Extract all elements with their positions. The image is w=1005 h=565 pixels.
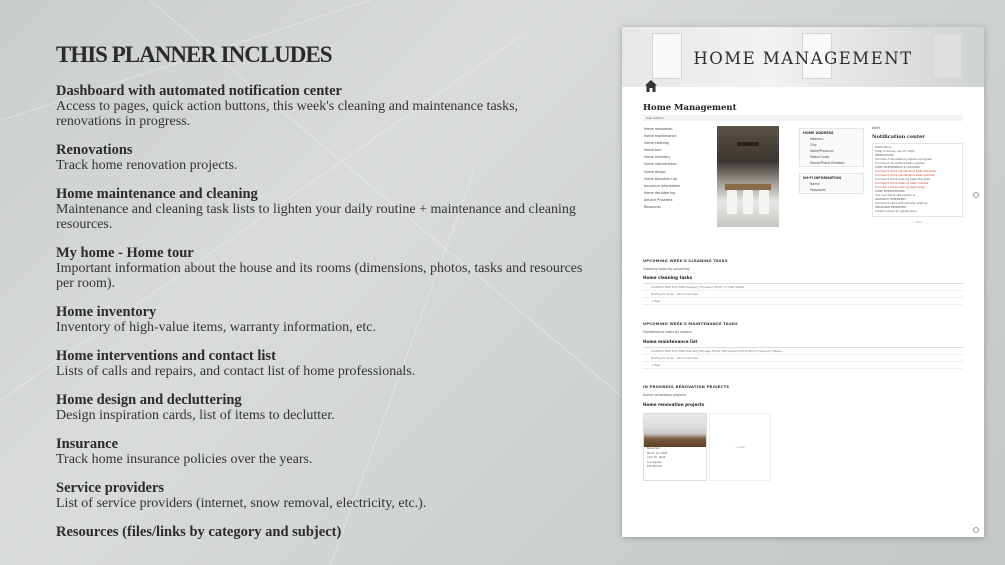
- feature-description: Track home insurance policies over the years.: [56, 452, 313, 467]
- notification-line: You have 0 home maintenance tasks overdue: [875, 174, 935, 177]
- nav-link[interactable]: Home decluttering: [644, 190, 675, 195]
- notification-line: You have 0 home cleaning tasks this week: [875, 178, 930, 181]
- feature-item: [56, 84, 586, 129]
- table-header-row: Aa Name Next Due Date Category Frequency Room or Area Status: [643, 284, 963, 291]
- renovation-project-card[interactable]: [643, 413, 707, 481]
- navigation-links: [644, 126, 712, 211]
- feature-item: [56, 481, 586, 511]
- wifi-row: Name:: [810, 182, 821, 186]
- nav-link[interactable]: Home Declutter List: [644, 176, 677, 181]
- feature-description: Design inspiration cards, list of items to declutter.: [56, 408, 335, 423]
- notification-line: HOME MAINTENANCE & CLEANING: [875, 166, 920, 169]
- maintenance-view-label[interactable]: Maintenance tasks by season: [643, 330, 692, 334]
- notification-line: You have 0 renovations tasks overdue: [875, 162, 925, 165]
- cleaning-view-label[interactable]: Cleaning tasks by upcoming: [643, 267, 690, 271]
- notification-line: HOME INTERVENTIONS: [875, 190, 905, 193]
- maintenance-database-title[interactable]: Home maintenance list: [643, 339, 698, 344]
- wifi-card: [799, 173, 864, 194]
- feature-description: Maintenance and cleaning task lists to lighten your daily routine + maintenance and cleaning resources.: [56, 202, 576, 232]
- project-card-line: $10,000.00: [647, 465, 662, 468]
- notification-line: You have 0 home maintenance tasks this week: [875, 170, 936, 173]
- renovation-database-title[interactable]: Home renovation projects: [643, 402, 705, 407]
- address-row: Home Phone Number:: [810, 161, 846, 165]
- table-empty-row: Nothing to show · Add a new task: [643, 291, 963, 298]
- notification-line: Your next home intervention is: [875, 194, 915, 197]
- feature-title: Dashboard with automated notification center: [56, 83, 342, 99]
- nav-link[interactable]: Home inventory: [644, 155, 671, 160]
- address-row: City:: [810, 143, 818, 147]
- feature-title: Resources (files/links by category and subject): [56, 524, 342, 540]
- renovation-section-title: IN PROGRESS RENOVATION PROJECTS: [643, 384, 730, 389]
- notification-line: You have 1 home cleaning tasks today: [875, 186, 925, 189]
- features-list: [56, 84, 586, 540]
- feature-item: [56, 437, 586, 467]
- feature-item: [56, 246, 586, 291]
- notification-center: [872, 126, 963, 241]
- dining-room-photo: [717, 126, 779, 227]
- nav-link[interactable]: Service Providers: [644, 197, 673, 202]
- feature-description: Lists of calls and repairs, and contact list of home professionals.: [56, 364, 416, 379]
- nav-link[interactable]: Home maintenance: [644, 134, 677, 139]
- page-title: Home Management: [643, 103, 737, 113]
- notification-line: Notifications: [875, 146, 892, 149]
- notification-line: You have 0 items with warranty expiring: [875, 202, 928, 205]
- feature-item: [56, 393, 586, 423]
- notification-line: Today is Sunday, Apr 07, 2024: [875, 150, 915, 153]
- address-row: Address:: [810, 137, 824, 141]
- project-card-line: Basement: [647, 447, 661, 450]
- nav-link[interactable]: Home renovation: [644, 127, 673, 131]
- cleaning-table: [643, 283, 963, 305]
- feature-description: Important information about the house and its rooms (dimensions, photos, tasks and resources per room).: [56, 261, 583, 291]
- cleaning-database-title[interactable]: Home cleaning tasks: [643, 275, 693, 280]
- notification-center-title: Notification center: [872, 134, 925, 140]
- banner-image: [622, 27, 984, 87]
- nav-link[interactable]: Home cleaning: [644, 141, 669, 146]
- feature-item: [56, 143, 586, 173]
- feature-description: Track home renovation projects.: [56, 158, 238, 173]
- feature-title: Service providers: [56, 480, 165, 496]
- feature-title: Home inventory: [56, 304, 157, 320]
- feature-description: List of service providers (internet, snow removal, electricity, etc.).: [56, 496, 427, 511]
- notification-line: You have 0 home cleaning tasks overdue: [875, 182, 929, 185]
- maintenance-section-title: UPCOMING WEEK'S MAINTENANCE TASKS: [643, 321, 738, 326]
- scroll-indicator[interactable]: [973, 192, 979, 198]
- notification-line: INSURANCE REMINDERS: [875, 206, 907, 209]
- feature-title: Home interventions and contact list: [56, 348, 276, 364]
- basement-photo: [644, 414, 706, 447]
- nav-link[interactable]: Home interventions: [644, 162, 677, 167]
- banner-title: HOME MANAGEMENT: [693, 49, 913, 68]
- planner-includes-title: THIS PLANNER INCLUDES: [56, 42, 332, 67]
- nav-link[interactable]: Resources: [644, 205, 661, 210]
- house-icon: [644, 79, 658, 93]
- address-row: Postal Code:: [810, 155, 830, 159]
- nav-link[interactable]: Insurance information: [644, 183, 681, 188]
- table-new-row[interactable]: + New: [643, 298, 963, 305]
- notification-list: [872, 143, 963, 217]
- scroll-indicator[interactable]: [973, 527, 979, 533]
- notification-line: RENOVATIONS: [875, 154, 894, 157]
- home-address-title: HOME ADDRESS: [803, 131, 834, 135]
- features-panel: [56, 42, 586, 554]
- feature-title: My home - Home tour: [56, 245, 194, 261]
- renovation-view-label[interactable]: Active renovation projects: [643, 393, 687, 397]
- cleaning-section-title: UPCOMING WEEK'S CLEANING TASKS: [643, 258, 728, 263]
- project-card-line: In progress: [647, 460, 662, 464]
- feature-title: Home design and decluttering: [56, 392, 242, 408]
- project-card-line: April 30, 2024: [647, 456, 666, 459]
- notification-line: WARRANTY REMINDERS: [875, 198, 906, 201]
- notification-line: Contact insurer to update policy: [875, 210, 917, 213]
- new-project-button[interactable]: + New: [709, 413, 771, 481]
- feature-description: Access to pages, quick action buttons, this week's cleaning and maintenance tasks, renovations in progress.: [56, 99, 519, 129]
- table-new-row[interactable]: + New: [643, 362, 963, 369]
- table-empty-row: Nothing to show · Add a new task: [643, 355, 963, 362]
- feature-title: Insurance: [56, 436, 119, 452]
- alert-label: Alert: [872, 126, 881, 130]
- maintenance-table: [643, 347, 963, 369]
- wifi-title: WI-FI INFORMATION: [803, 176, 842, 180]
- address-row: State/Province:: [810, 149, 835, 153]
- add-alert-button[interactable]: + New: [912, 220, 923, 224]
- instructions-toggle[interactable]: Instructions: [643, 115, 963, 121]
- table-header-row: Aa Name Next Due Date Warranty Manage Home interventions Done Room Frequency Season: [643, 348, 963, 355]
- feature-item: [56, 305, 586, 335]
- feature-description: Inventory of high-value items, warranty information, etc.: [56, 320, 376, 335]
- feature-item: [56, 525, 586, 540]
- feature-item: [56, 349, 586, 379]
- feature-title: Home maintenance and cleaning: [56, 186, 258, 202]
- feature-title: Renovations: [56, 142, 133, 158]
- project-card-details: [644, 447, 706, 470]
- nav-link[interactable]: Home tour: [644, 148, 662, 153]
- dashboard-mockup: [622, 27, 984, 537]
- project-card-line: March 15, 2024: [647, 451, 668, 455]
- notification-line: You have 2 renovations projects in progress: [875, 158, 932, 161]
- nav-link[interactable]: Home design: [644, 169, 666, 174]
- feature-item: [56, 187, 586, 232]
- wifi-row: Password:: [810, 188, 826, 192]
- home-address-card: [799, 128, 864, 167]
